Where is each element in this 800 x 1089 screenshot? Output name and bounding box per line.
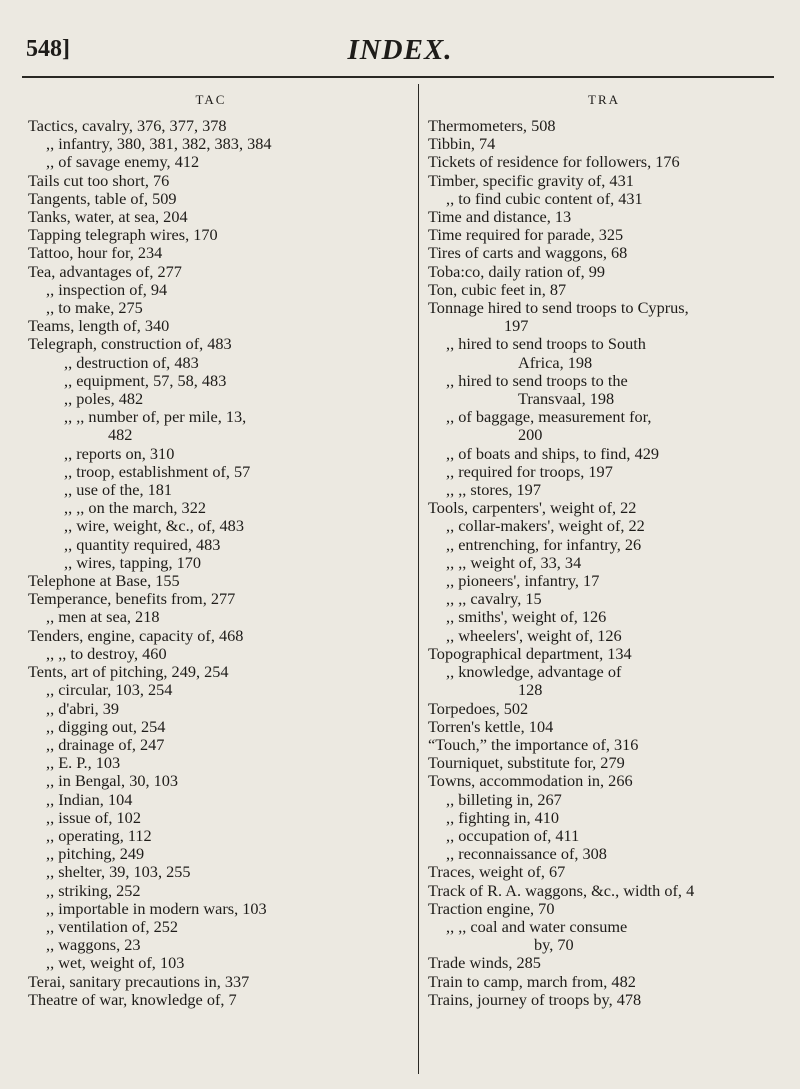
index-entry: ,, pioneers', infantry, 17 [446, 571, 600, 591]
index-entry: 200 [518, 425, 543, 445]
index-entry: Tactics, cavalry, 376, 377, 378 [28, 116, 227, 135]
index-entry: ,, of savage enemy, 412 [46, 152, 200, 172]
index-entry: Teams, length of, 340 [28, 316, 170, 336]
index-entry: Tanks, water, at sea, 204 [28, 207, 188, 227]
index-entry: Trains, journey of troops by, 478 [428, 989, 642, 1009]
index-entry: ,, ,, number of, per mile, 13, [64, 407, 247, 427]
index-entry: ,, d'abri, 39 [46, 698, 120, 718]
index-entry: ,, destruction of, 483 [64, 352, 199, 372]
index-entry: Africa, 198 [518, 352, 593, 372]
index-entry: ,, of boats and ships, to find, 429 [446, 443, 659, 463]
index-entry: Tails cut too short, 76 [28, 170, 170, 190]
index-entry: ,, to make, 275 [46, 298, 143, 318]
index-entry: ,, ,, on the march, 322 [64, 498, 206, 518]
index-entry: Time and distance, 13 [428, 207, 572, 227]
left-entry-list [28, 117, 414, 1009]
index-entry: ,, occupation of, 411 [446, 825, 580, 845]
index-entry: ,, to find cubic content of, 431 [446, 188, 643, 208]
index-entry: 128 [518, 680, 543, 700]
index-entry: ,, billeting in, 267 [446, 789, 562, 809]
index-entry: by, 70 [534, 935, 574, 955]
index-entry: Tattoo, hour for, 234 [28, 243, 163, 263]
index-entry: ,, troop, establishment of, 57 [64, 461, 251, 481]
left-column-header: TAC [195, 92, 227, 107]
page-number: 548] [26, 36, 70, 62]
index-entry: ,, pitching, 249 [46, 844, 145, 864]
right-column [428, 92, 780, 1009]
index-entry: ,, waggons, 23 [46, 935, 141, 955]
index-entry: ,, circular, 103, 254 [46, 680, 173, 700]
index-entry: Tonnage hired to send troops to Cyprus, [428, 298, 689, 318]
index-entry: Toba:co, daily ration of, 99 [428, 261, 606, 281]
index-entry: ,, ,, cavalry, 15 [446, 589, 542, 609]
index-entry: ,, E. P., 103 [46, 753, 121, 773]
index-entry: ,, ,, weight of, 33, 34 [446, 552, 582, 572]
index-entry: Temperance, benefits from, 277 [28, 589, 236, 609]
index-entry: ,, smiths', weight of, 126 [446, 607, 607, 627]
index-entry: Terai, sanitary precautions in, 337 [28, 971, 250, 991]
index-entry: ,, wheelers', weight of, 126 [446, 625, 622, 645]
index-entry: ,, striking, 252 [46, 880, 141, 900]
index-entry: Trade winds, 285 [428, 953, 541, 973]
index-entry: ,, reports on, 310 [64, 443, 175, 463]
right-entry-list [428, 117, 780, 1009]
index-entry: Tires of carts and waggons, 68 [428, 243, 628, 263]
index-entry: Time required for parade, 325 [428, 225, 624, 245]
column-divider [418, 84, 419, 1074]
index-entry: ,, digging out, 254 [46, 716, 166, 736]
index-entry: ,, ,, coal and water consume [446, 916, 628, 936]
index-entry: ,, wires, tapping, 170 [64, 552, 202, 572]
index-entry: Track of R. A. waggons, &c., width of, 4 [428, 880, 695, 900]
index-entry: ,, wire, weight, &c., of, 483 [64, 516, 244, 536]
index-entry: Torren's kettle, 104 [428, 716, 554, 736]
index-entry: Traces, weight of, 67 [428, 862, 566, 882]
index-entry: Towns, accommodation in, 266 [428, 771, 633, 791]
index-entry: ,, ventilation of, 252 [46, 916, 179, 936]
index-entry: Tangents, table of, 509 [28, 188, 177, 208]
index-entry: ,, use of the, 181 [64, 480, 173, 500]
index-entry: 482 [108, 425, 133, 445]
index-entry: ,, issue of, 102 [46, 807, 141, 827]
index-entry: ,, in Bengal, 30, 103 [46, 771, 179, 791]
index-entry: Tibbin, 74 [428, 134, 496, 154]
running-head: INDEX. [347, 34, 453, 66]
index-entry: Tents, art of pitching, 249, 254 [28, 662, 229, 682]
index-entry: Transvaal, 198 [518, 389, 615, 409]
index-entry: ,, ,, stores, 197 [446, 480, 541, 500]
index-entry: Theatre of war, knowledge of, 7 [28, 989, 237, 1009]
index-entry: ,, wet, weight of, 103 [46, 953, 185, 973]
index-entry: ,, hired to send troops to South [446, 334, 646, 354]
index-entry: ,, inspection of, 94 [46, 279, 168, 299]
index-entry: Topographical department, 134 [428, 643, 632, 663]
index-entry: ,, quantity required, 483 [64, 534, 221, 554]
index-entry: ,, equipment, 57, 58, 483 [64, 370, 227, 390]
index-entry: ,, poles, 482 [64, 389, 144, 409]
left-column [28, 92, 414, 1009]
index-entry: ,, fighting in, 410 [446, 807, 560, 827]
index-entry: Tourniquet, substitute for, 279 [428, 753, 625, 773]
index-entry: ,, collar-makers', weight of, 22 [446, 516, 645, 536]
index-entry: ,, operating, 112 [46, 825, 152, 845]
header-rule [22, 76, 774, 78]
index-entry: Tapping telegraph wires, 170 [28, 225, 218, 245]
index-entry: Tea, advantages of, 277 [28, 261, 182, 281]
index-entry: Train to camp, march from, 482 [428, 971, 636, 991]
right-column-header: TRA [588, 92, 620, 107]
index-entry: “Touch,” the importance of, 316 [428, 734, 639, 754]
index-entry: Telegraph, construction of, 483 [28, 334, 232, 354]
index-entry: ,, infantry, 380, 381, 382, 383, 384 [46, 134, 272, 154]
index-entry: ,, entrenching, for infantry, 26 [446, 534, 642, 554]
index-entry: Thermometers, 508 [428, 116, 556, 135]
index-entry: Ton, cubic feet in, 87 [428, 279, 567, 299]
index-entry: Tickets of residence for followers, 176 [428, 152, 680, 172]
index-entry: Telephone at Base, 155 [28, 571, 180, 591]
index-entry: ,, knowledge, advantage of [446, 662, 622, 682]
index-entry: 197 [504, 316, 529, 336]
index-entry: ,, Indian, 104 [46, 789, 133, 809]
index-entry: Traction engine, 70 [428, 898, 555, 918]
index-entry: ,, importable in modern wars, 103 [46, 898, 267, 918]
index-entry: ,, shelter, 39, 103, 255 [46, 862, 191, 882]
index-entry: Tools, carpenters', weight of, 22 [428, 498, 637, 518]
index-entry: Tenders, engine, capacity of, 468 [28, 625, 244, 645]
index-entry: ,, of baggage, measurement for, [446, 407, 652, 427]
index-entry: Torpedoes, 502 [428, 698, 529, 718]
index-entry: Timber, specific gravity of, 431 [428, 170, 634, 190]
index-entry: ,, men at sea, 218 [46, 607, 160, 627]
index-entry: ,, reconnaissance of, 308 [446, 844, 607, 864]
index-entry: ,, hired to send troops to the [446, 370, 628, 390]
index-entry: ,, required for troops, 197 [446, 461, 613, 481]
index-entry: ,, drainage of, 247 [46, 734, 165, 754]
index-entry: ,, ,, to destroy, 460 [46, 643, 167, 663]
